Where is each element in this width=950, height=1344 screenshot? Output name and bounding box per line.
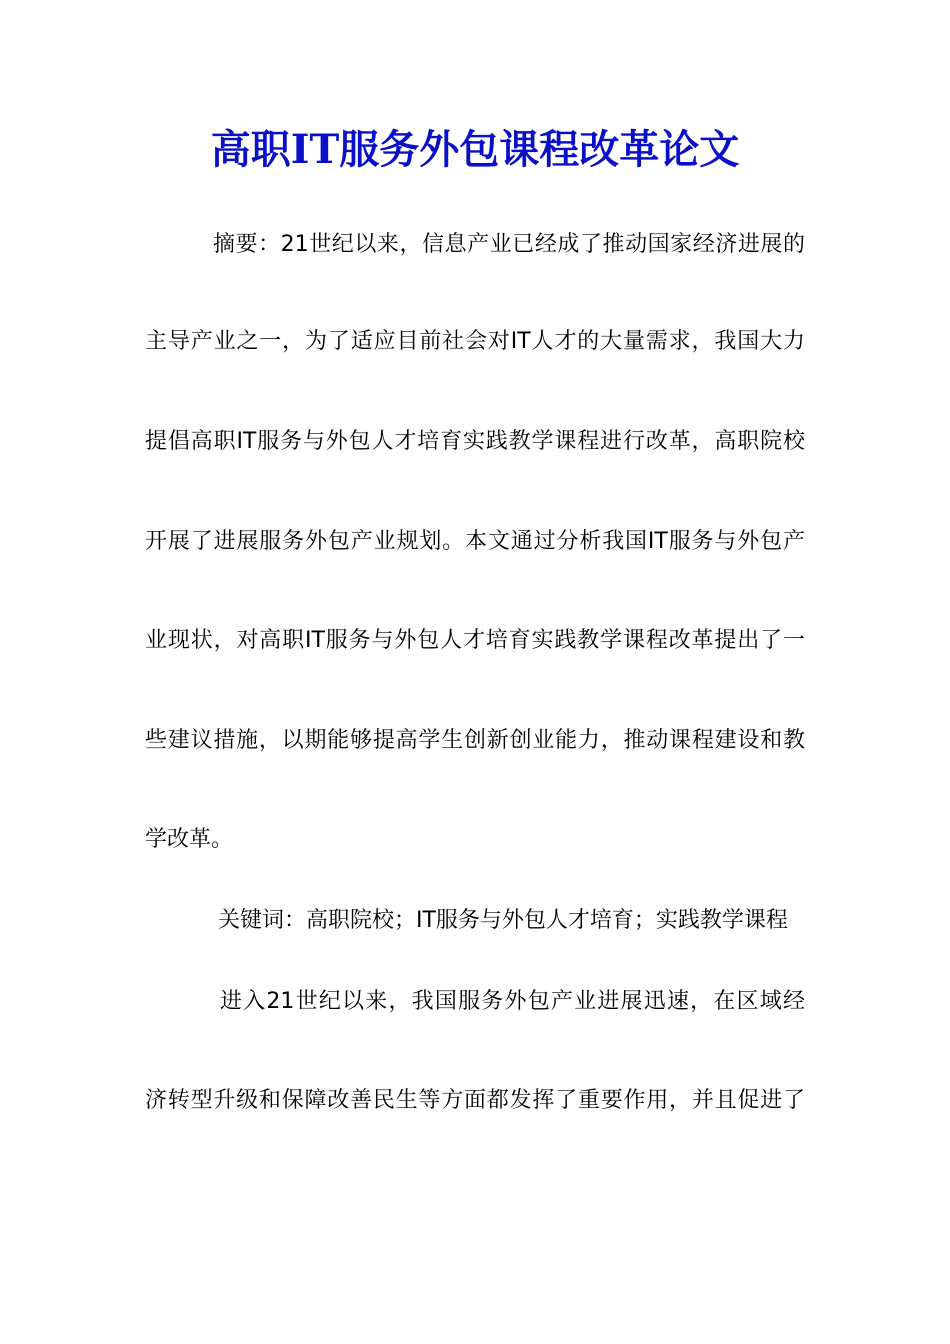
body-line-2: 济转型升级和保障改善民生等方面都发挥了重要作用，并且促进了 xyxy=(145,1088,805,1113)
document-title: 高职IT服务外包课程改革论文 xyxy=(210,126,740,173)
abstract-line-7: 学改革。 xyxy=(145,827,234,852)
abstract-line-2: 主导产业之一，为了适应目前社会对IT人才的大量需求，我国大力 xyxy=(145,329,805,354)
abstract-line-1: 摘要：21世纪以来，信息产业已经成了推动国家经济进展的 xyxy=(213,232,805,257)
abstract-line-5: 业现状，对高职IT服务与外包人才培育实践教学课程改革提出了一 xyxy=(145,628,805,653)
keywords-line: 关键词：高职院校；IT服务与外包人才培育；实践教学课程 xyxy=(218,908,788,933)
abstract-line-4: 开展了进展服务外包产业规划。本文通过分析我国IT服务与外包产 xyxy=(145,529,805,554)
abstract-line-6: 些建议措施，以期能够提高学生创新创业能力，推动课程建设和教 xyxy=(145,728,805,753)
abstract-line-3: 提倡高职IT服务与外包人才培育实践教学课程进行改革，高职院校 xyxy=(145,429,805,454)
body-line-1: 进入21世纪以来，我国服务外包产业进展迅速，在区域经 xyxy=(220,989,805,1014)
